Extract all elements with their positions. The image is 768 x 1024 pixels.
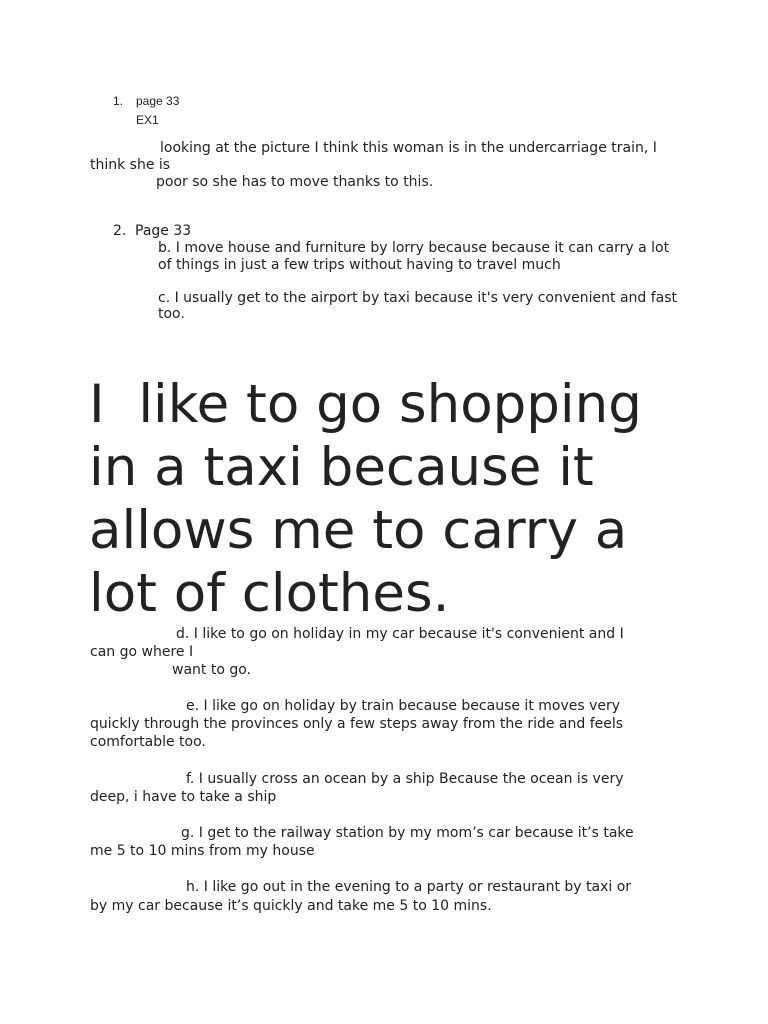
answer-d-line: d. I like to go on holiday in my car because it's convenient and I: [176, 626, 624, 642]
item2-title: Page 33: [135, 223, 192, 239]
big-sentence-line: allows me to carry a: [89, 500, 628, 561]
big-sentence-line: lot of clothes.: [89, 563, 450, 624]
answer-f-line: deep, i have to take a ship: [90, 789, 277, 805]
answer-g-line: g. I get to the railway station by my mom’s car because it’s take: [181, 825, 634, 841]
answer-f-line: f. I usually cross an ocean by a ship Because the ocean is very: [186, 771, 624, 787]
big-sentence-line: I like to go shopping: [89, 374, 642, 435]
answer-d-line: can go where I: [90, 644, 194, 660]
answer-c-line: c. I usually get to the airport by taxi because it's very convenient and fast: [158, 290, 678, 306]
item1-subtitle: EX1: [136, 113, 159, 127]
answer-h-line: h. I like go out in the evening to a party or restaurant by taxi or: [186, 879, 632, 895]
answer-h-line: by my car because it’s quickly and take me 5 to 10 mins.: [90, 898, 492, 914]
item1-paragraph-line: looking at the picture I think this woman is in the undercarriage train, I: [160, 140, 657, 156]
answer-e-line: comfortable too.: [90, 734, 206, 750]
big-sentence-line: in a taxi because it: [89, 437, 594, 498]
answer-e-line: e. I like go on holiday by train because because it moves very: [186, 698, 621, 714]
answer-d-line: want to go.: [172, 662, 252, 678]
item1-paragraph-line: think she is: [90, 157, 171, 173]
answer-c-line: too.: [158, 306, 185, 322]
item1-paragraph-line: poor so she has to move thanks to this.: [156, 174, 434, 190]
answer-e-line: quickly through the provinces only a few steps away from the ride and feels: [90, 716, 624, 732]
list-number-2: 2.: [113, 223, 127, 239]
list-number-1: 1.: [113, 94, 124, 108]
item1-title: page 33: [136, 94, 180, 108]
answer-b-line: b. I move house and furniture by lorry because because it can carry a lot: [158, 240, 670, 256]
answer-b-line: of things in just a few trips without having to travel much: [158, 257, 561, 273]
answer-g-line: me 5 to 10 mins from my house: [90, 843, 315, 859]
